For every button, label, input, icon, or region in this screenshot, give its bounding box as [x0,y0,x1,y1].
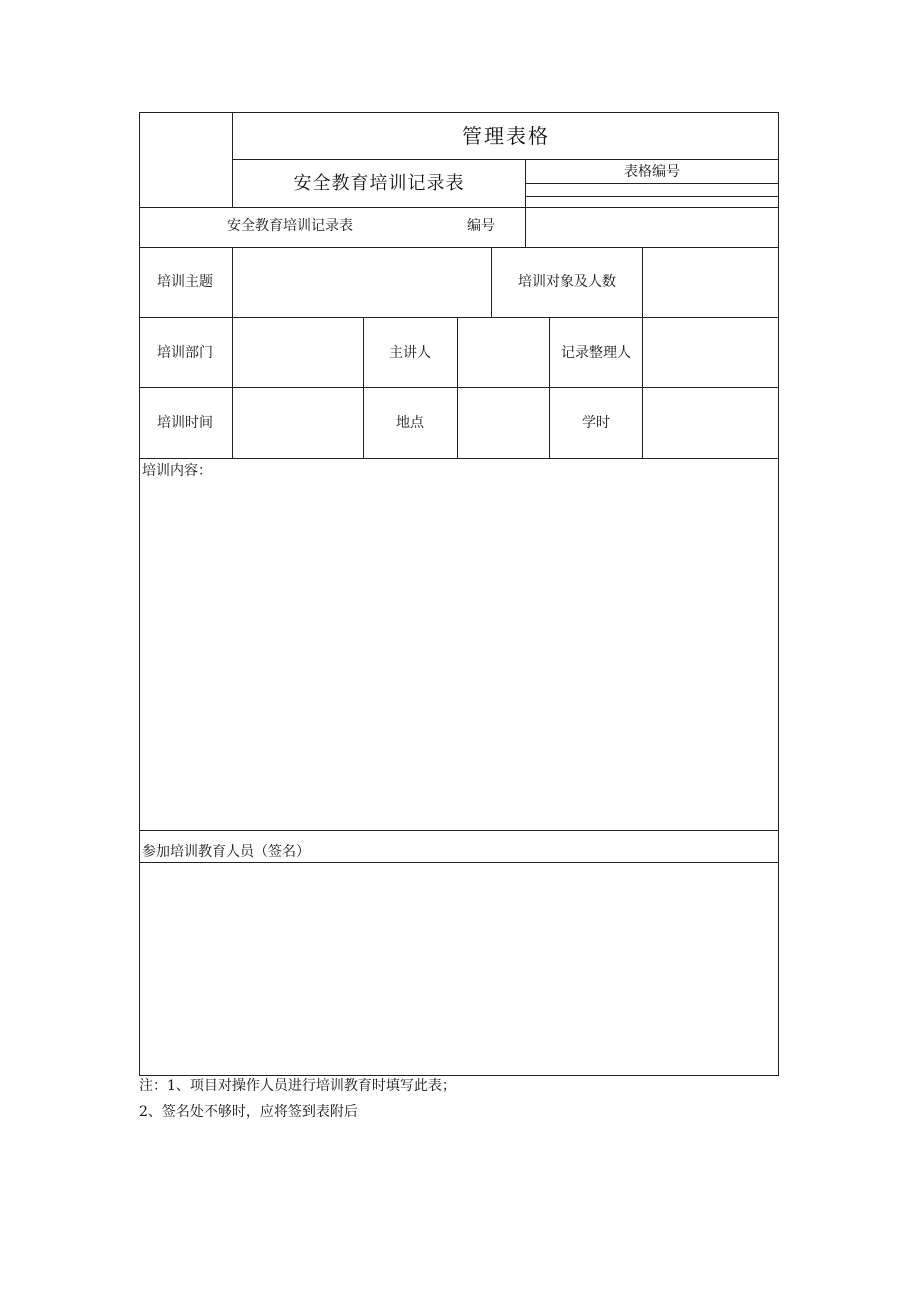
participants-signature-area[interactable] [141,864,777,1074]
time-value-cell[interactable] [234,389,362,457]
topic-row-bottom [139,317,779,318]
col-divider-549 [549,317,550,459]
audience-label: 培训对象及人数 [518,274,616,290]
hours-value-cell[interactable] [644,389,777,457]
department-value-cell[interactable] [234,319,362,386]
header-number-line-2 [525,196,779,197]
location-value-cell[interactable] [459,389,548,457]
table-border-left [139,112,140,1076]
topic-label: 培训主题 [157,274,213,290]
header-bottom-line [139,207,779,208]
col-divider-363 [363,317,364,459]
header-title-divider [232,159,779,160]
topic-value-cell[interactable] [234,249,490,316]
topic-label-divider [232,247,233,459]
note-line-1: 注：1、项目对操作人员进行培训教育时填写此表； [139,1078,456,1094]
form-name-text: 安全教育培训记录表 [227,218,353,234]
col-divider-457 [457,317,458,459]
audience-value-cell[interactable] [644,249,777,316]
form-header-title: 管理表格 [462,124,550,148]
table-border-right [778,112,779,1076]
audience-divider [642,247,643,459]
header-number-line-1 [525,183,779,184]
participants-label-bottom [139,862,779,863]
recorder-value-cell[interactable] [644,319,777,386]
form-name-bottom [139,247,779,248]
table-border-top [139,112,779,113]
content-area[interactable] [141,482,777,828]
participants-label: 参加培训教育人员（签名） [142,844,310,860]
table-border-bottom [139,1075,779,1076]
location-label: 地点 [396,415,424,431]
form-number-value-cell[interactable] [527,209,777,246]
department-row-bottom [139,387,779,388]
form-number-short-label: 编号 [467,218,495,234]
time-label: 培训时间 [157,415,213,431]
department-label: 培训部门 [157,345,213,361]
header-logo-divider [232,112,233,208]
form-header-subtitle: 安全教育培训记录表 [293,173,465,194]
form-name-divider [525,207,526,248]
lecturer-label: 主讲人 [389,345,431,361]
note-line-2: 2、签名处不够时，应将签到表附后 [139,1104,358,1120]
content-label: 培训内容： [142,463,212,479]
topic-value-divider [491,247,492,318]
lecturer-value-cell[interactable] [459,319,548,386]
time-row-bottom [139,458,779,459]
content-bottom [139,830,779,831]
form-number-label: 表格编号 [624,164,680,180]
hours-label: 学时 [582,415,610,431]
recorder-label: 记录整理人 [561,345,631,361]
